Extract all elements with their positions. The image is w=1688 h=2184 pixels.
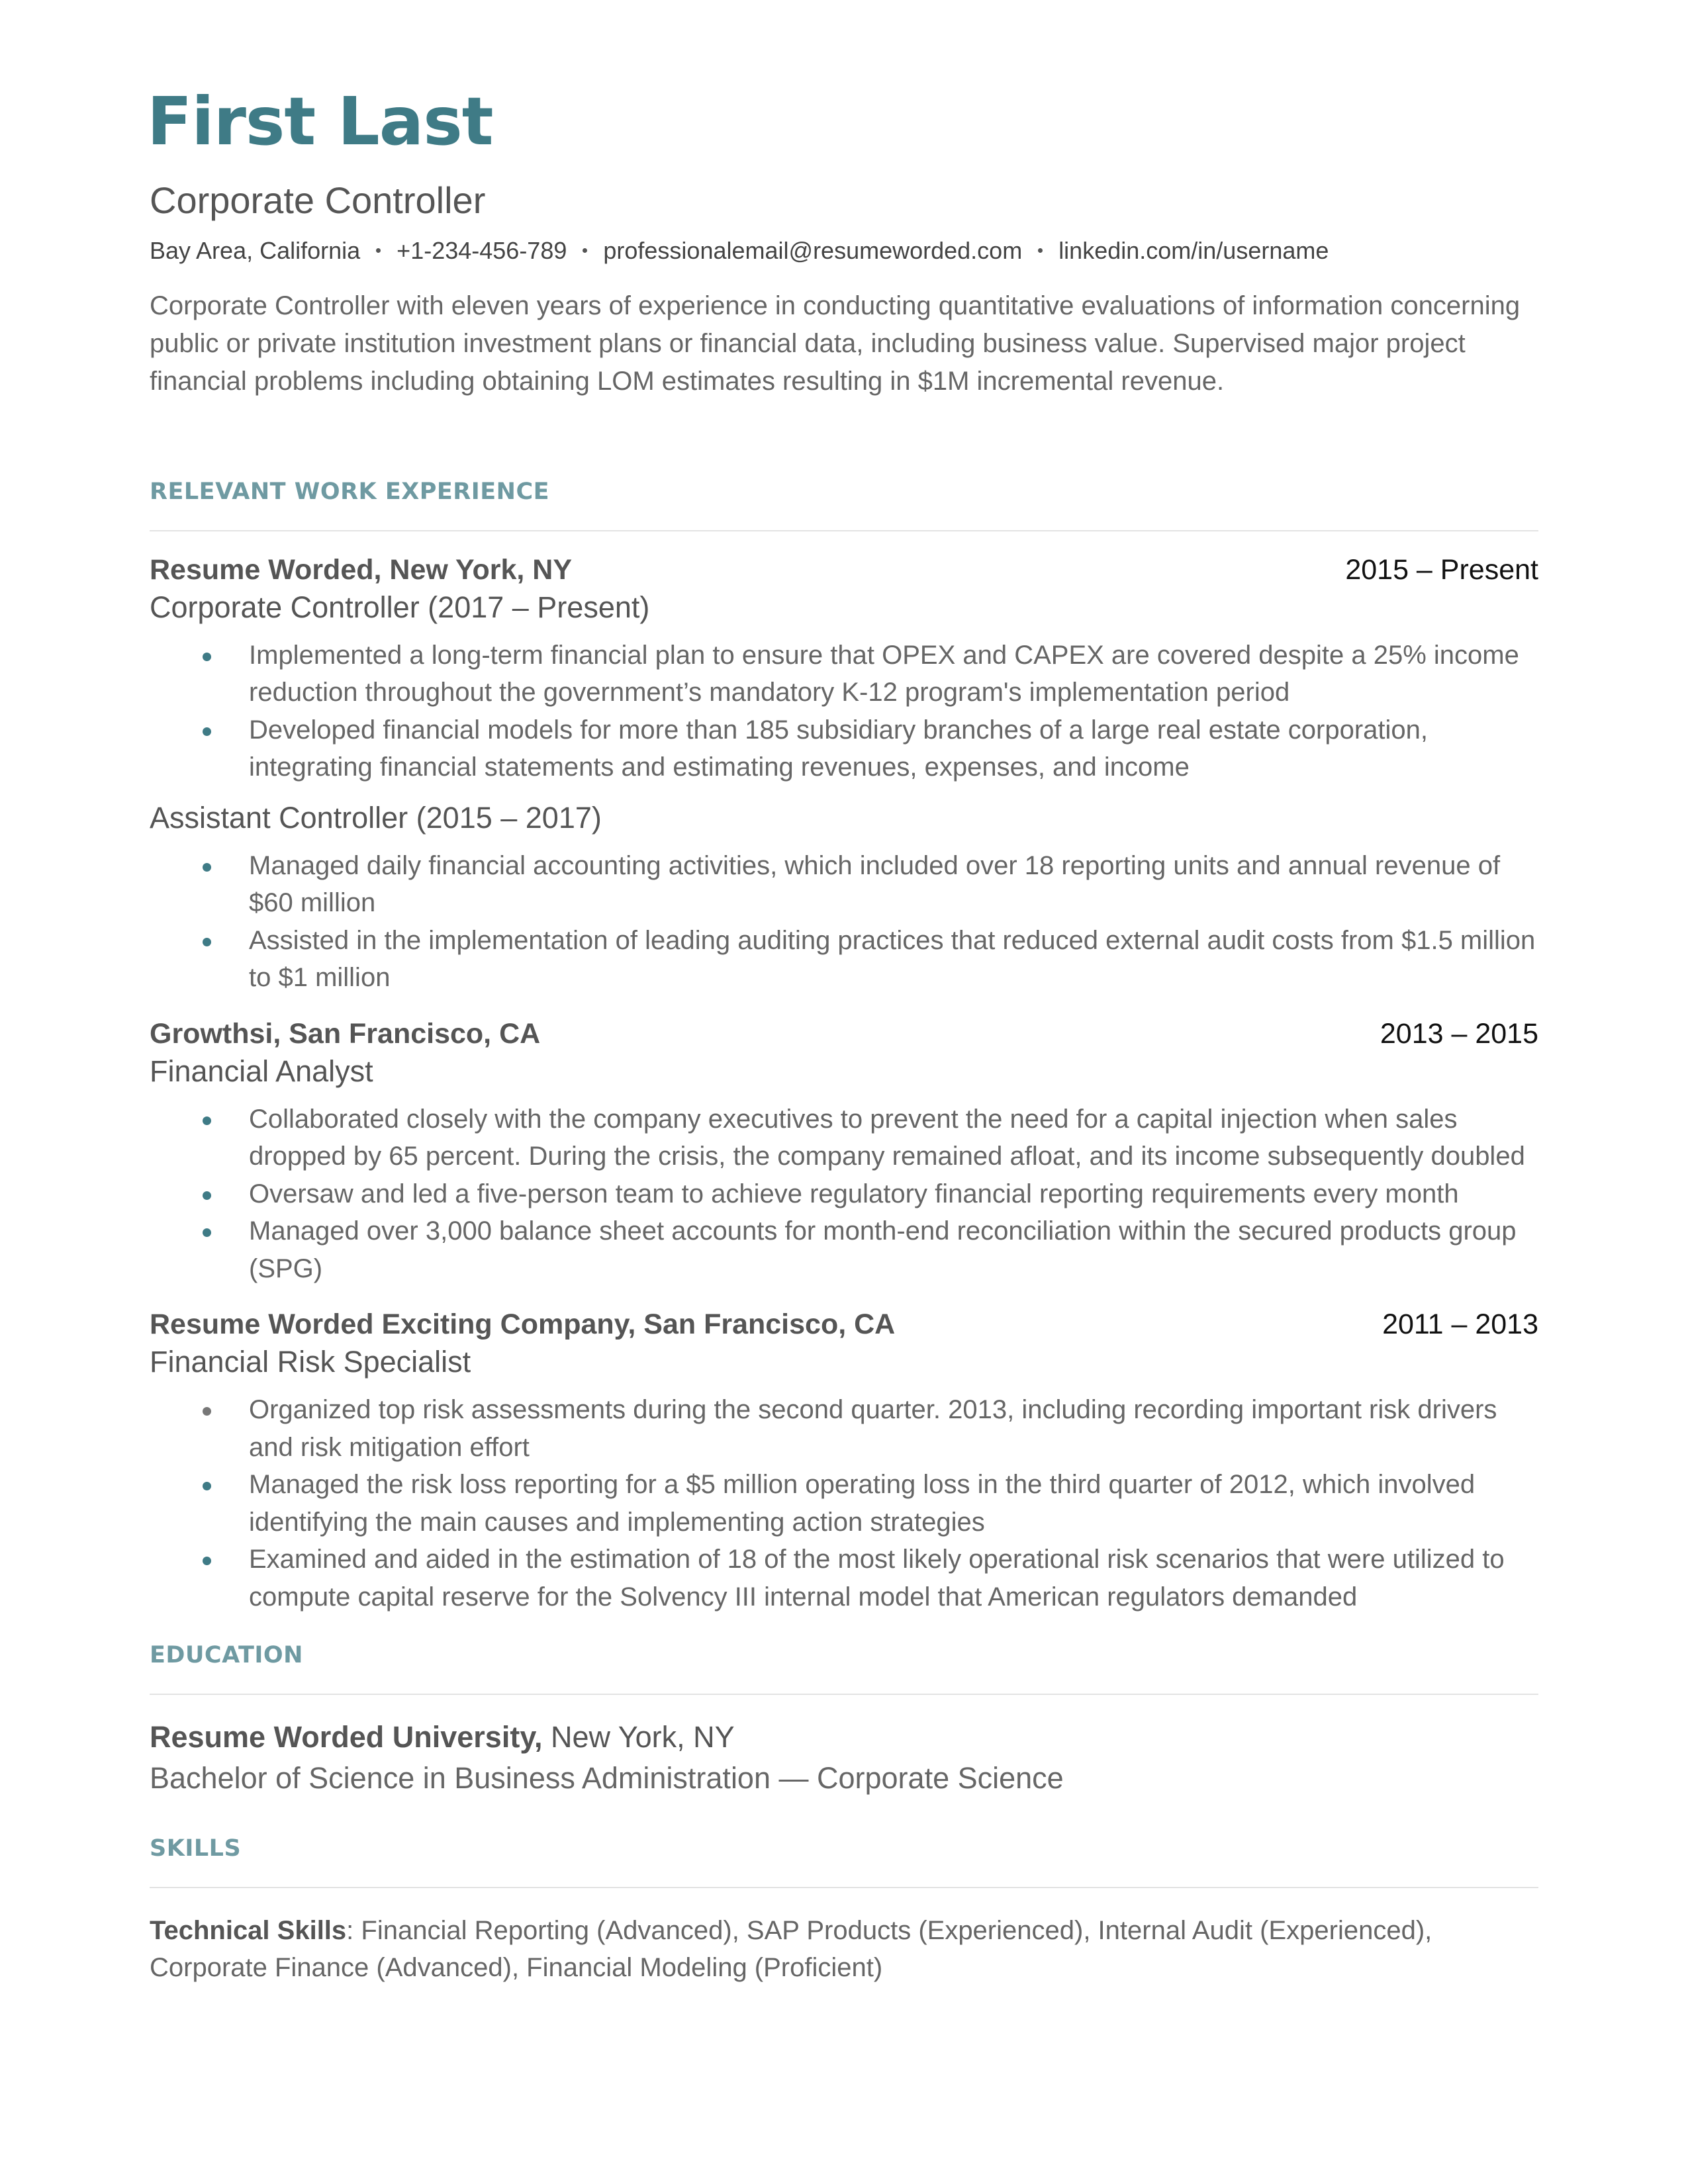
list-item: Organized top risk assessments during the second quarter. 2013, including recording important risk drivers and risk mitigation effort: [150, 1391, 1540, 1466]
list-item: Managed daily financial accounting activities, which included over 18 reporting units and annual revenue of $60 million: [150, 847, 1540, 922]
skills-text: [150, 1912, 1540, 1986]
job-dates: 2013 – 2015: [1380, 1017, 1538, 1050]
skills-label: Technical Skills: [150, 1916, 347, 1946]
degree: Bachelor of Science in Business Administration — Corporate Science: [150, 1761, 1064, 1796]
candidate-title: Corporate Controller: [150, 179, 486, 221]
contact-location: Bay Area, California: [150, 236, 361, 264]
separator-dot: [1038, 248, 1043, 253]
separator-dot: [376, 248, 381, 253]
skills-list: : Financial Reporting (Advanced), SAP Products (Experienced), Internal Audit (Experienced), Corporate Finance (Advanced), Financial Modeling (Proficient): [150, 1916, 1432, 1983]
contact-phone: +1-234-456-789: [397, 236, 567, 264]
school-name: Resume Worded University,: [150, 1720, 543, 1754]
job-dates: 2015 – Present: [1345, 553, 1538, 586]
education-heading: EDUCATION: [150, 1642, 303, 1669]
job-title: Corporate Controller (2017 – Present): [150, 590, 650, 624]
bullet-list: [150, 1391, 1538, 1615]
company-name: Resume Worded Exciting Company, San Francisco, CA: [150, 1308, 896, 1341]
contact-line: [150, 237, 1538, 265]
bullet-list: [150, 1101, 1538, 1288]
bullet-icon: [203, 1116, 211, 1125]
bullet-icon: [203, 653, 211, 661]
contact-email[interactable]: professionalemail@resumeworded.com: [603, 236, 1023, 264]
list-item: Implemented a long-term financial plan to ensure that OPEX and CAPEX are covered despite a 25% income reduction throughout the government’s mandatory K-12 program's implementation period: [150, 637, 1540, 711]
list-item: Managed over 3,000 balance sheet accounts for month-end reconciliation within the secured products group (SPG): [150, 1212, 1540, 1287]
list-item: Managed the risk loss reporting for a $5 million operating loss in the third quarter of 2012, which involved identifying the main causes and implementing action strategies: [150, 1466, 1540, 1541]
list-item: Developed financial models for more than 185 subsidiary branches of a large real estate corporation, integrating financial statements and estimating revenues, expenses, and income: [150, 711, 1540, 786]
skills-heading: SKILLS: [150, 1835, 242, 1862]
bullet-icon: [203, 1228, 211, 1237]
section-divider: [150, 1887, 1538, 1888]
contact-linkedin[interactable]: linkedin.com/in/username: [1058, 236, 1329, 264]
candidate-name: First Last: [147, 83, 493, 160]
list-item: Assisted in the implementation of leading auditing practices that reduced external audit costs from $1.5 million to $1 million: [150, 922, 1540, 997]
job-header: [150, 554, 1538, 586]
bullet-icon: [203, 863, 211, 872]
school-location: New York, NY: [551, 1720, 735, 1754]
bullet-icon: [203, 727, 211, 736]
experience-heading: RELEVANT WORK EXPERIENCE: [150, 478, 550, 505]
job-title: Financial Risk Specialist: [150, 1345, 471, 1379]
job-dates: 2011 – 2013: [1382, 1308, 1538, 1341]
list-item: Collaborated closely with the company executives to prevent the need for a capital injection when sales dropped by 65 percent. During the crisis, the company remained afloat, and its income subsequently doubled: [150, 1101, 1540, 1175]
job-title: Financial Analyst: [150, 1054, 373, 1088]
section-divider: [150, 1694, 1538, 1695]
list-item: Oversaw and led a five-person team to achieve regulatory financial reporting requirements every month: [150, 1175, 1540, 1213]
bullet-list: [150, 637, 1538, 786]
section-divider: [150, 530, 1538, 531]
job-header: [150, 1308, 1538, 1341]
job-title: Assistant Controller (2015 – 2017): [150, 800, 602, 835]
bullet-icon: [203, 1191, 211, 1200]
job-header: [150, 1018, 1538, 1050]
company-name: Growthsi, San Francisco, CA: [150, 1017, 541, 1050]
list-item: Examined and aided in the estimation of 18 of the most likely operational risk scenarios that were utilized to compute capital reserve for the Solvency III internal model that American regulators demanded: [150, 1541, 1540, 1615]
bullet-icon: [203, 1407, 211, 1416]
separator-dot: [583, 248, 587, 253]
bullet-list: [150, 847, 1538, 997]
bullet-icon: [203, 1482, 211, 1490]
company-name: Resume Worded, New York, NY: [150, 553, 573, 586]
summary: Corporate Controller with eleven years of experience in conducting quantitative evaluations of information concerning public or private institution investment plans or financial data, including business value. Supervised major project financial problems including obtaining LOM estimates resulting in $1M incremental revenue.: [150, 291, 1521, 396]
bullet-icon: [203, 938, 211, 946]
bullet-icon: [203, 1557, 211, 1565]
education-school-line: [150, 1720, 1538, 1754]
